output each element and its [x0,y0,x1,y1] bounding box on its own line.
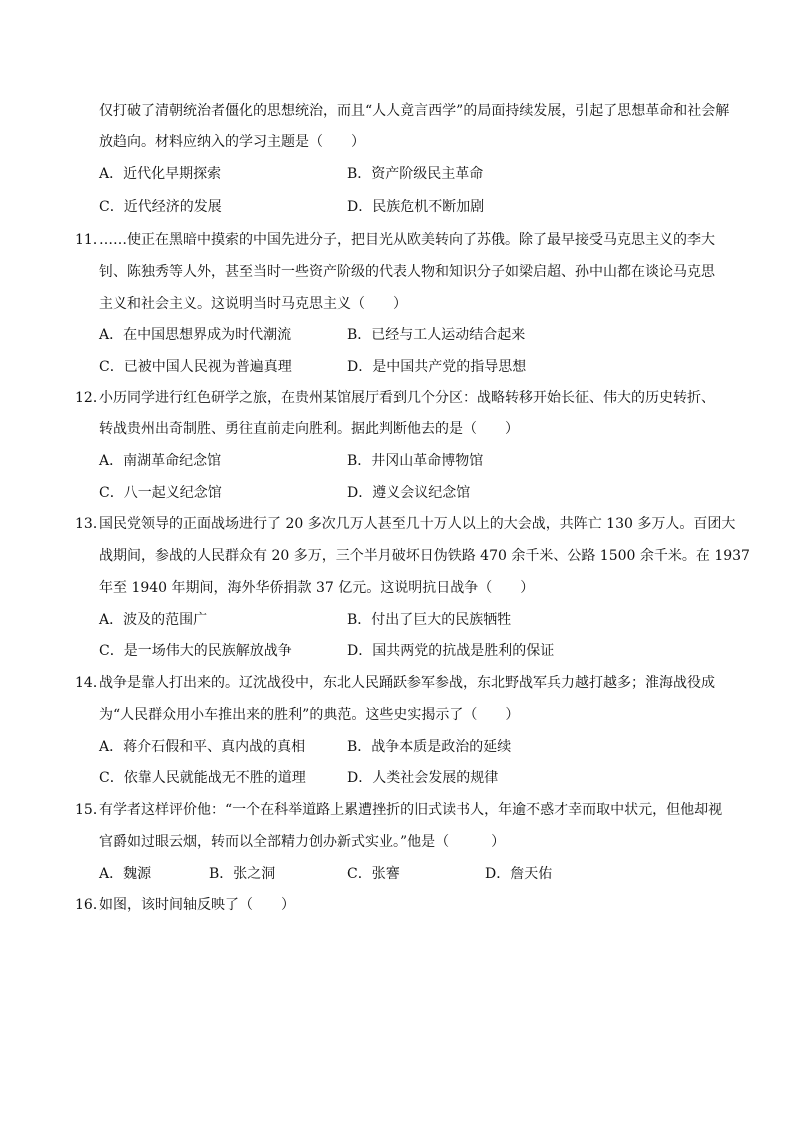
question-13-option-c[interactable]: C．是一场伟大的民族解放战争 [99,643,292,659]
question-12-number: 12． [75,390,107,406]
question-15-option-c[interactable]: C．张謇 [347,866,400,882]
question-13-option-b[interactable]: B．付出了巨大的民族牺牲 [347,612,512,628]
question-10-stem-line1: 仅打破了清朝统治者僵化的思想统治，而且“人人竟言西学”的局面持续发展，引起了思想革命和社会解 [99,103,730,119]
question-14-option-b[interactable]: B．战争本质是政治的延续 [347,739,512,755]
question-12-option-c[interactable]: C．八一起义纪念馆 [99,485,222,501]
question-14-option-c[interactable]: C．依靠人民就能战无不胜的道理 [99,770,306,786]
question-15-stem-line1: 有学者这样评价他：“一个在科举道路上累遭挫折的旧式读书人，年逾不惑才幸而取中状元，但他却视 [99,802,723,818]
question-11-option-b[interactable]: B．已经与工人运动结合起来 [347,327,526,343]
question-11-option-a[interactable]: A．在中国思想界成为时代潮流 [99,327,292,343]
question-15-number: 15． [75,802,107,818]
question-16-stem-line1: 如图，该时间轴反映了（ ） [99,897,295,913]
question-12-stem-line1: 小历同学进行红色研学之旅，在贵州某馆展厅看到几个分区：战略转移开始长征、伟大的历史转折、 [99,390,715,406]
question-11-option-c[interactable]: C．已被中国人民视为普遍真理 [99,359,292,375]
question-13-number: 13． [75,516,107,532]
question-12-option-b[interactable]: B．井冈山革命博物馆 [347,453,484,469]
question-11-option-d[interactable]: D．是中国共产党的指导思想 [347,359,527,375]
question-13-option-a[interactable]: A．波及的范围广 [99,612,208,628]
question-13-stem-line2: 战期间，参战的人民群众有 20 多万，三个半月破坏日伪铁路 470 余千米、公路 1500 余千米。在 1937 [99,548,750,564]
question-11-number: 11． [75,232,107,248]
question-11-stem-line3: 主义和社会主义。这说明当时马克思主义（ ） [99,296,407,312]
question-13-option-d[interactable]: D．国共两党的抗战是胜利的保证 [347,643,555,659]
question-10-option-d[interactable]: D．民族危机不断加剧 [347,199,485,215]
question-15-option-b[interactable]: B．张之洞 [209,866,276,882]
question-13-stem-line3: 年至 1940 年期间，海外华侨捐款 37 亿元。这说明抗日战争（ ） [99,580,535,596]
question-10-option-c[interactable]: C．近代经济的发展 [99,199,222,215]
question-12-option-a[interactable]: A．南湖革命纪念馆 [99,453,222,469]
question-10-option-a[interactable]: A．近代化早期探索 [99,166,222,182]
question-14-option-a[interactable]: A．蒋介石假和平、真内战的真相 [99,739,306,755]
question-14-stem-line2: 为“人民群众用小车推出来的胜利”的典范。这些史实揭示了（ ） [99,707,520,723]
question-11-stem-line1: ……使正在黑暗中摸索的中国先进分子，把目光从欧美转向了苏俄。除了最早接受马克思主义的李大 [99,232,715,248]
question-15-option-d[interactable]: D．詹天佑 [485,866,553,882]
question-10-stem-line2: 放趋向。材料应纳入的学习主题是（ ） [99,134,365,150]
question-15-option-a[interactable]: A．魏源 [99,866,152,882]
question-14-stem-line1: 战争是靠人打出来的。辽沈战役中，东北人民踊跃参军参战，东北野战军兵力越打越多；淮海战役成 [99,675,715,691]
question-11-stem-line2: 钊、陈独秀等人外，甚至当时一些资产阶级的代表人物和知识分子如梁启超、孙中山都在谈论马克思 [99,264,715,280]
question-13-stem-line1: 国民党领导的正面战场进行了 20 多次几万人甚至几十万人以上的大会战，共阵亡 130 多万人。百团大 [99,516,736,532]
question-14-option-d[interactable]: D．人类社会发展的规律 [347,770,499,786]
question-14-number: 14． [75,675,107,691]
question-16-number: 16． [75,897,107,913]
question-12-stem-line2: 转战贵州出奇制胜、勇往直前走向胜利。据此判断他去的是（ ） [99,421,519,437]
question-15-stem-line2: 官爵如过眼云烟，转而以全部精力创办新式实业。”他是（ ） [99,834,506,850]
question-10-option-b[interactable]: B．资产阶级民主革命 [347,166,484,182]
question-12-option-d[interactable]: D．遵义会议纪念馆 [347,485,471,501]
